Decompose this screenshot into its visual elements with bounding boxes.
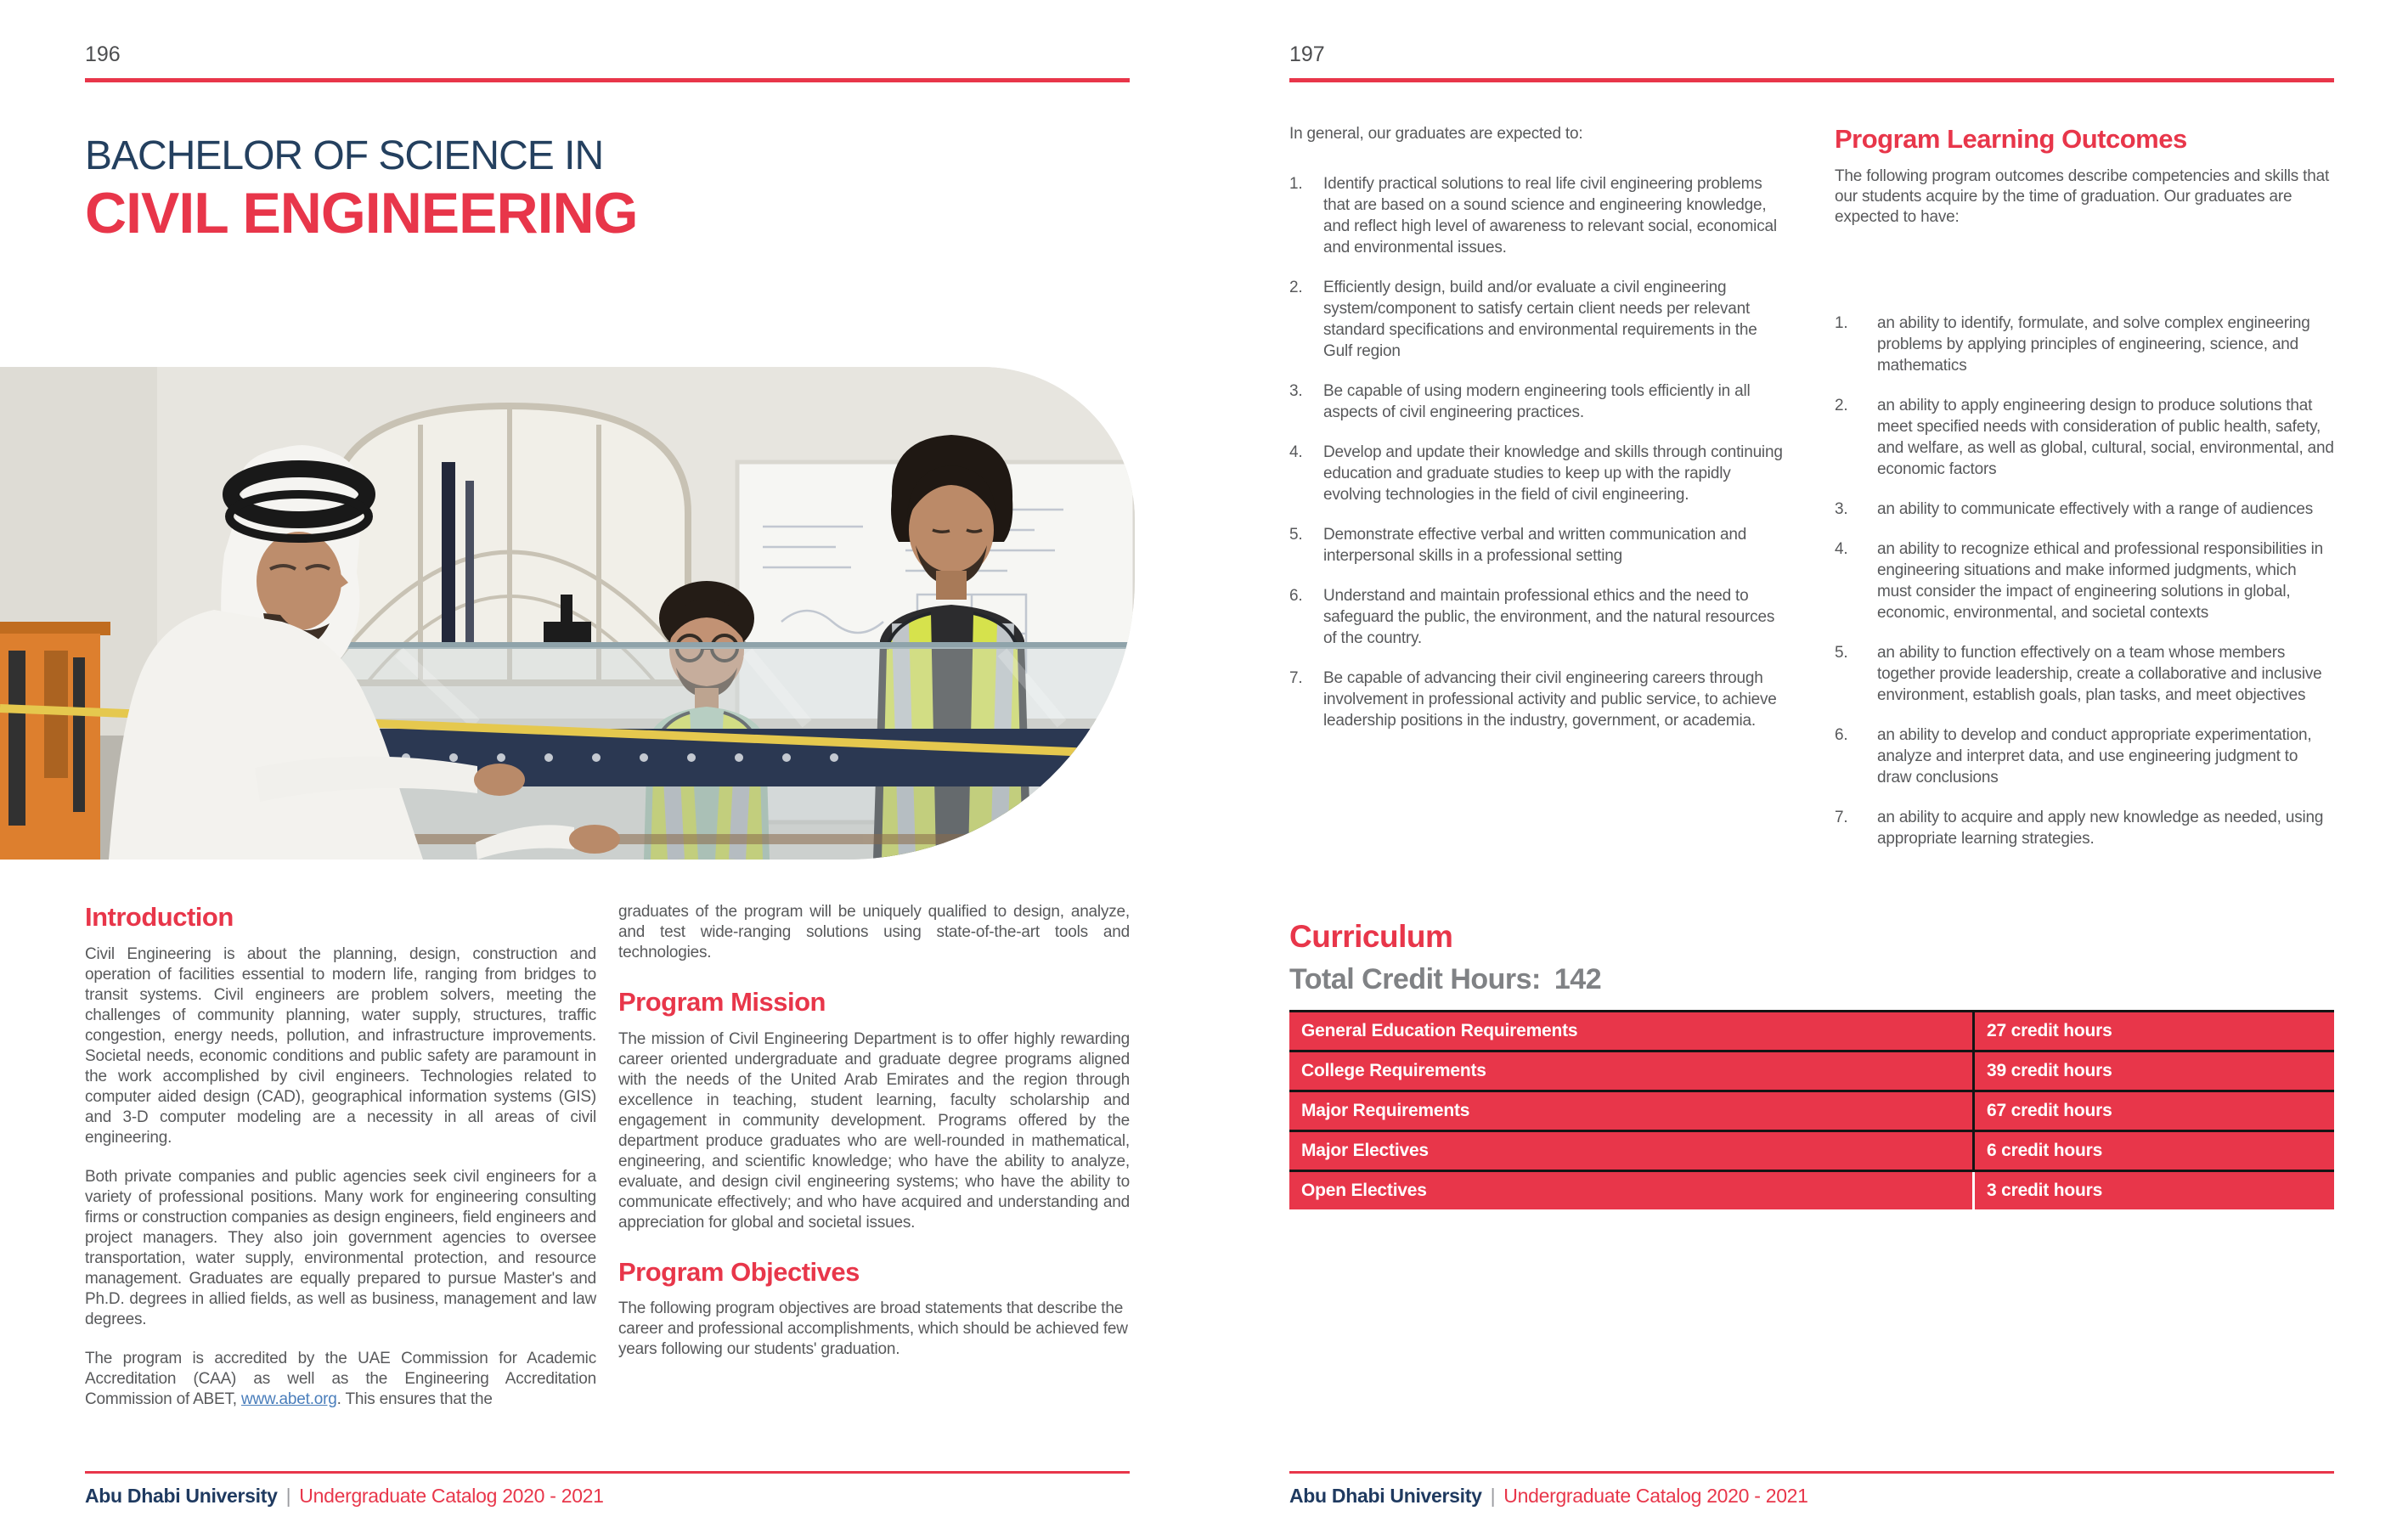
- program-mission-heading: Program Mission: [618, 987, 826, 1017]
- credit-hours: 27 credit hours: [1987, 1021, 2112, 1040]
- page-197: [1204, 0, 2408, 1539]
- footer-university: Abu Dhabi University: [85, 1485, 278, 1507]
- item-text: Be capable of advancing their civil engineering careers through involvement in professional activity and public service, to achieve leadership positions in the industry, government, or academia.: [1323, 669, 1777, 730]
- table-row: [1289, 1052, 2334, 1092]
- footer: [85, 1485, 604, 1508]
- expectations-list: [1289, 173, 1787, 731]
- list-item: [1835, 642, 2334, 706]
- total-credit-hours-label: Total Credit Hours:: [1289, 963, 1541, 995]
- requirement-label: General Education Requirements: [1289, 1012, 1975, 1050]
- requirement-label: Major Electives: [1289, 1132, 1975, 1170]
- glass-flume: [280, 642, 1135, 729]
- list-item: [1835, 313, 2334, 376]
- item-number: 3.: [1835, 499, 1848, 518]
- list-item: [1835, 395, 2334, 480]
- footer-university: Abu Dhabi University: [1289, 1485, 1482, 1507]
- abet-link[interactable]: www.abet.org: [240, 1390, 337, 1408]
- item-number: 6.: [1289, 587, 1303, 605]
- page-number: 197: [1289, 42, 1325, 66]
- footer-separator: |: [1490, 1485, 1496, 1507]
- introduction-paragraph-3: [85, 1349, 596, 1410]
- item-number: 6.: [1835, 725, 1848, 744]
- item-number: 7.: [1289, 669, 1303, 687]
- item-number: 4.: [1289, 443, 1303, 461]
- intro-column: [85, 902, 596, 1410]
- credit-hours: 39 credit hours: [1987, 1061, 2112, 1080]
- item-text: an ability to acquire and apply new knowledge as needed, using appropriate learning strategies.: [1877, 808, 2324, 848]
- list-item: [1289, 668, 1787, 731]
- footer: [1289, 1485, 1808, 1508]
- expectations-intro: In general, our graduates are expected to:: [1289, 125, 1583, 143]
- credit-hours: 3 credit hours: [1987, 1181, 2103, 1200]
- item-text: an ability to function effectively on a team whose members together provide leadership, create a collaborative and inclusive environment, establish goals, plan tasks, and meet objectives: [1877, 643, 2322, 704]
- plo-heading: Program Learning Outcomes: [1835, 124, 2187, 154]
- program-objectives-heading: Program Objectives: [618, 1256, 860, 1287]
- item-number: 3.: [1289, 382, 1303, 400]
- item-text: Develop and update their knowledge and skills through continuing education and graduate studies to keep up with the rapidly evolving technologies in the field of civil engineering.: [1323, 443, 1783, 504]
- list-item: [1835, 724, 2334, 788]
- list-item: [1835, 499, 2334, 520]
- table-row: [1289, 1132, 2334, 1172]
- program-mission-paragraph: The mission of Civil Engineering Department is to offer highly rewarding career oriented undergraduate and graduate degree programs aligned with the needs of the United Arab Emirates and the region through excellence in teaching, student learning, faculty scholarship and engagement in community development. Programs offered by the department produce graduates who are well-rounded in mathematical, engineering, and scientific knowledge; who have the ability to analyze, evaluate, and design civil engineering systems; who have the ability to communicate effectively; and who have acquired and understanding and appreciation for global and societal issues.: [618, 1029, 1130, 1232]
- footer-rule: [1289, 1471, 2334, 1474]
- list-item: [1289, 173, 1787, 258]
- list-item: [1289, 381, 1787, 423]
- requirement-label: Open Electives: [1289, 1172, 1975, 1209]
- curriculum-heading: Curriculum: [1289, 919, 1453, 954]
- list-item: [1835, 538, 2334, 623]
- requirement-label: College Requirements: [1289, 1052, 1975, 1090]
- page-number: 196: [85, 42, 121, 66]
- introduction-paragraph-2: Both private companies and public agencies seek civil engineers for a variety of professional positions. Many work for engineering consulting firms or construction companies as design engineers, field engineers and project managers. They also join government agencies to oversee transportation, water supply, environmental protection, and resource management. Graduates are equally prepared to pursue Master's and Ph.D. degrees in allied fields, as well as business, management and law degrees.: [85, 1167, 596, 1328]
- item-number: 5.: [1835, 643, 1848, 662]
- item-number: 5.: [1289, 526, 1303, 544]
- header-rule: [85, 78, 1130, 82]
- list-item: [1835, 807, 2334, 849]
- item-text: Understand and maintain professional ethics and the need to safeguard the public, the environment, and the natural resources of the country.: [1323, 587, 1775, 647]
- item-number: 4.: [1835, 539, 1848, 558]
- item-number: 1.: [1289, 175, 1303, 193]
- footer-catalog: Undergraduate Catalog 2020 - 2021: [299, 1485, 604, 1507]
- total-credit-hours-value: 142: [1554, 963, 1602, 995]
- footer-separator: |: [285, 1485, 291, 1507]
- program-objectives-paragraph: The following program objectives are broad statements that describe the career and professional accomplishments, which should be achieved few years following our students' graduation.: [618, 1299, 1128, 1359]
- item-text: an ability to develop and conduct appropriate experimentation, analyze and interpret data, and use engineering judgment to draw conclusions: [1877, 725, 2312, 786]
- arched-window-icon: [331, 406, 688, 683]
- header-rule: [1289, 78, 2334, 82]
- item-text: an ability to recognize ethical and professional responsibilities in engineering situations and make informed judgments, which must consider the impact of engineering solutions in global, economic, environmental, and societal contexts: [1877, 539, 2324, 622]
- left-page-columns: [85, 902, 1130, 1410]
- accreditation-text-before: The program is accredited by the UAE Commission for Academic Accreditation (CAA) as well as the Engineering Accreditation Commission of ABET,: [85, 1349, 596, 1408]
- item-text: Demonstrate effective verbal and written communication and interpersonal skills in a professional setting: [1323, 526, 1747, 565]
- item-text: Efficiently design, build and/or evaluate a civil engineering system/component to satisfy certain client needs per relevant standard specifications and environmental requirements in the Gulf region: [1323, 279, 1757, 360]
- mission-column: [618, 902, 1130, 1410]
- item-number: 2.: [1835, 396, 1848, 414]
- plo-list: [1835, 313, 2334, 849]
- learning-outcomes-column: [1835, 124, 2334, 868]
- total-credit-hours: [1289, 963, 2334, 996]
- requirement-label: Major Requirements: [1289, 1092, 1975, 1130]
- curriculum-table: [1289, 1010, 2334, 1209]
- credit-hours: 6 credit hours: [1987, 1141, 2103, 1160]
- table-row: [1289, 1012, 2334, 1052]
- item-number: 7.: [1835, 808, 1848, 826]
- degree-title-line2: CIVIL ENGINEERING: [85, 181, 638, 245]
- table-row: [1289, 1172, 2334, 1209]
- right-page-columns: [1289, 124, 2334, 868]
- graduate-expectations-column: [1289, 124, 1787, 868]
- table-row: [1289, 1092, 2334, 1132]
- list-item: [1289, 524, 1787, 567]
- item-text: Identify practical solutions to real life civil engineering problems that are based on a sound science and engineering knowledge, and reflect high level of awareness to relevant social, economical and environmental issues.: [1323, 175, 1777, 256]
- introduction-paragraph-1: Civil Engineering is about the planning, design, construction and operation of facilities essential to modern life, ranging from bridges to transit systems. Civil engineers are problem solvers, meeting the challenges of community planning, water supply, structures, traffic congestion, energy needs, pollution, and infrastructure improvements. Societal needs, economic conditions and public safety are paramount in the work accomplished by civil engineers. Technologies related to computer aided design (CAD), geographical information systems (GIS) and 3-D computer modeling are a necessity in all areas of civil engineering.: [85, 944, 596, 1147]
- credit-hours: 67 credit hours: [1987, 1101, 2112, 1120]
- item-text: an ability to identify, formulate, and solve complex engineering problems by applying principles of engineering, science, and mathematics: [1877, 313, 2310, 375]
- plo-intro: The following program outcomes describe competencies and skills that our students acquire by the time of graduation. Our graduates are expected to have:: [1835, 166, 2330, 226]
- footer-rule: [85, 1471, 1130, 1474]
- accreditation-text-after: . This ensures that the: [336, 1390, 493, 1408]
- item-number: 1.: [1835, 313, 1848, 332]
- item-text: an ability to apply engineering design to produce solutions that meet specified needs with consideration of public health, safety, and welfare, as well as global, cultural, social, environmental, and economic factors: [1877, 396, 2334, 478]
- item-text: Be capable of using modern engineering tools efficiently in all aspects of civil engineering practices.: [1323, 382, 1751, 421]
- introduction-heading: Introduction: [85, 902, 234, 932]
- list-item: [1289, 277, 1787, 362]
- lab-photo-illustration: [0, 367, 1135, 860]
- list-item: [1289, 585, 1787, 649]
- lab-photo: [0, 367, 1135, 860]
- footer-catalog: Undergraduate Catalog 2020 - 2021: [1503, 1485, 1808, 1507]
- item-number: 2.: [1289, 279, 1303, 296]
- list-item: [1289, 442, 1787, 505]
- degree-title-line1: BACHELOR OF SCIENCE IN: [85, 133, 604, 178]
- continuation-paragraph: graduates of the program will be uniquely qualified to design, analyze, and test wide-ranging solutions using state-of-the-art tools and technologies.: [618, 903, 1130, 961]
- curriculum-section: [1289, 919, 2334, 1209]
- item-text: an ability to communicate effectively with a range of audiences: [1877, 499, 2314, 518]
